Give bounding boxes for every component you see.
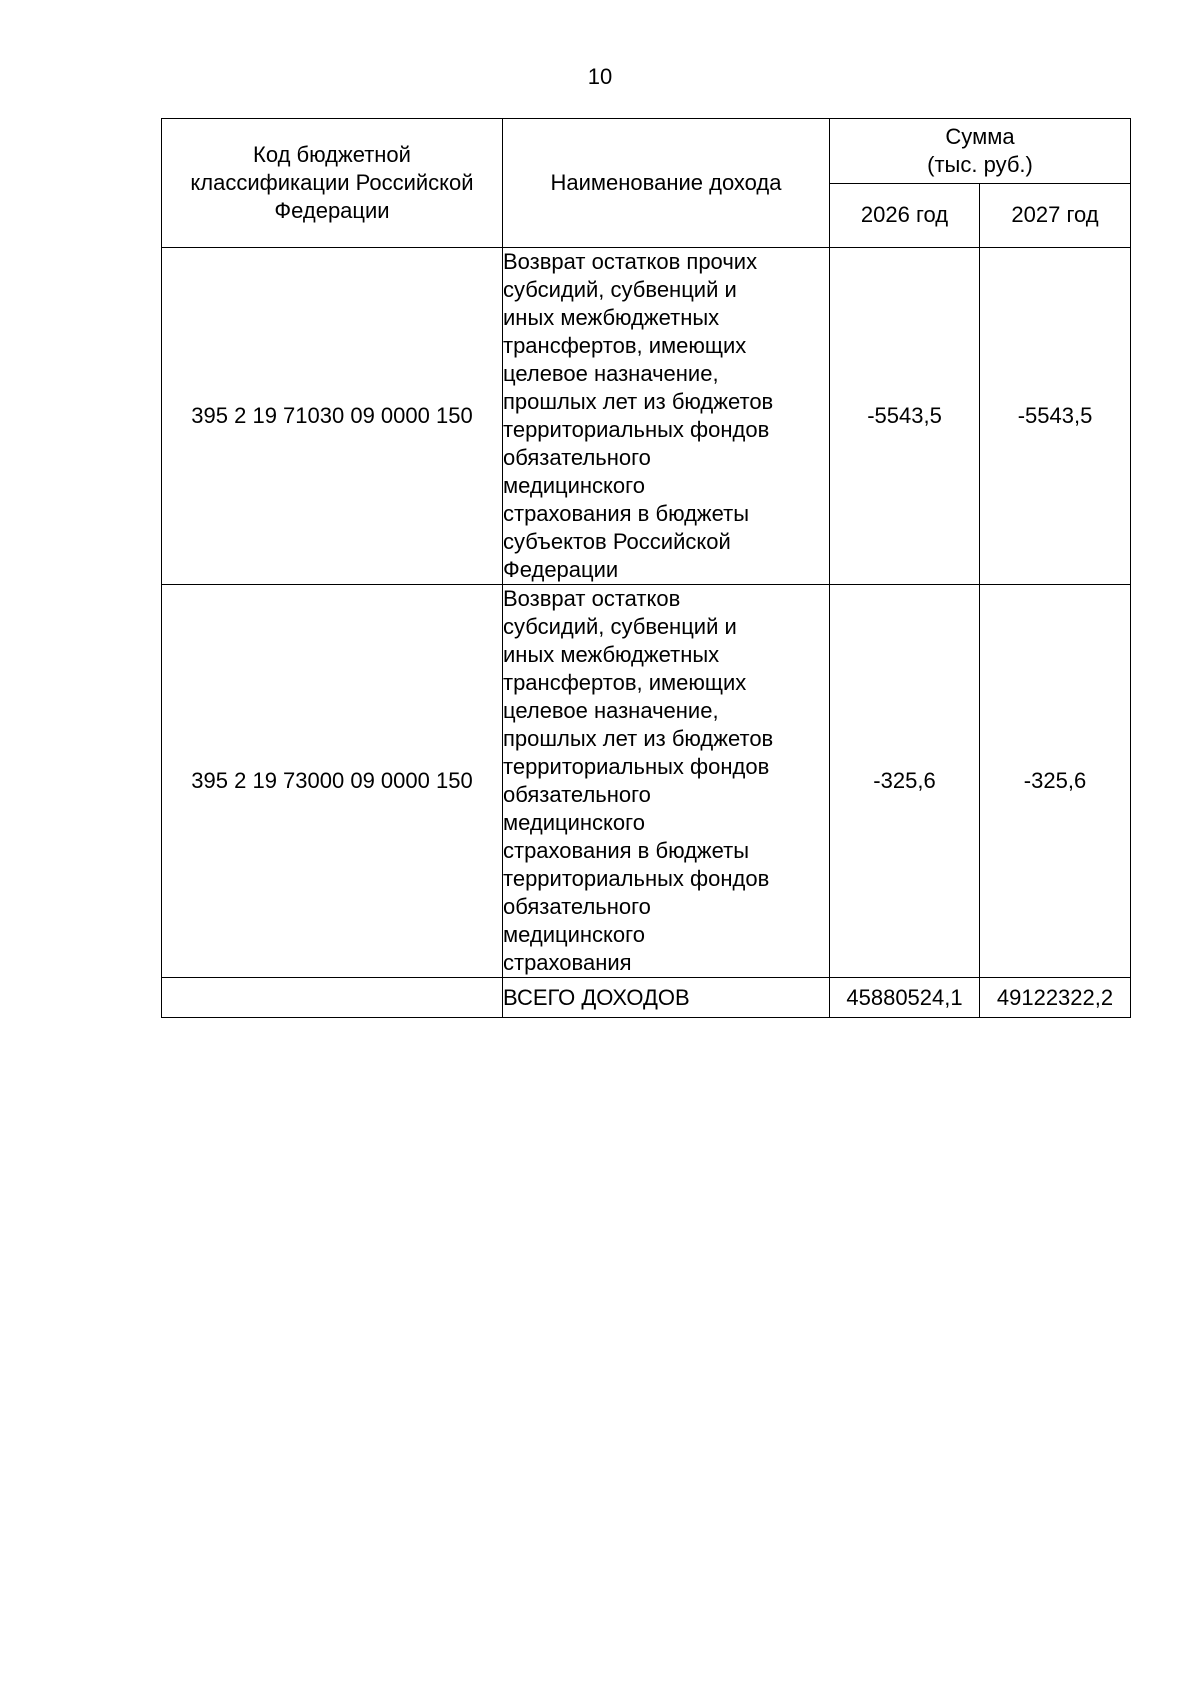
header-year-2026: 2026 год — [830, 183, 980, 248]
row-name-line: трансфертов, имеющих — [503, 670, 747, 695]
row-value-2027: -5543,5 — [980, 248, 1131, 585]
total-code — [162, 978, 503, 1018]
header-code-line: Код бюджетной — [253, 142, 411, 167]
row-name — [503, 248, 830, 585]
table-row — [162, 585, 1131, 978]
row-name-line: территориальных фондов — [503, 754, 770, 779]
row-name-line: медицинского — [503, 473, 645, 498]
header-sum-line: Сумма — [945, 123, 1015, 149]
row-code: 395 2 19 73000 09 0000 150 — [162, 585, 503, 978]
total-value-2027: 49122322,2 — [980, 978, 1131, 1018]
row-name-line: медицинского — [503, 810, 645, 835]
row-name-line: прошлых лет из бюджетов — [503, 726, 774, 751]
header-code-line: Федерации — [274, 198, 390, 223]
row-value-2026: -325,6 — [830, 585, 980, 978]
header-code — [162, 119, 503, 248]
total-label: ВСЕГО ДОХОДОВ — [503, 978, 830, 1018]
row-name-line: Федерации — [503, 557, 619, 582]
row-code: 395 2 19 71030 09 0000 150 — [162, 248, 503, 585]
row-name-line: иных межбюджетных — [503, 642, 720, 667]
row-name-line: территориальных фондов — [503, 417, 770, 442]
row-name-line: территориальных фондов — [503, 866, 770, 891]
total-row — [162, 978, 1131, 1018]
row-name-line: страхования — [503, 950, 632, 975]
header-sum — [830, 119, 1131, 184]
row-value-2026: -5543,5 — [830, 248, 980, 585]
header-year-2027: 2027 год — [980, 183, 1131, 248]
row-name-line: целевое назначение, — [503, 361, 719, 386]
row-name-line: Возврат остатков — [503, 586, 681, 611]
row-name-line: трансфертов, имеющих — [503, 333, 747, 358]
row-name-line: субсидий, субвенций и — [503, 277, 737, 302]
header-sum-line: (тыс. руб.) — [927, 151, 1033, 177]
table-row — [162, 248, 1131, 585]
row-name-line: Возврат остатков прочих — [503, 249, 758, 274]
row-name-line: обязательного — [503, 894, 651, 919]
row-name-line: субсидий, субвенций и — [503, 614, 737, 639]
row-name-line: обязательного — [503, 782, 651, 807]
row-name-line: прошлых лет из бюджетов — [503, 389, 774, 414]
row-name-line: субъектов Российской — [503, 529, 731, 554]
header-name: Наименование дохода — [503, 119, 830, 248]
row-name-line: обязательного — [503, 445, 651, 470]
table-header — [162, 119, 1131, 248]
row-name — [503, 585, 830, 978]
row-name-line: медицинского — [503, 922, 645, 947]
income-table — [161, 118, 1131, 1018]
row-value-2027: -325,6 — [980, 585, 1131, 978]
row-name-line: целевое назначение, — [503, 698, 719, 723]
row-name-line: иных межбюджетных — [503, 305, 720, 330]
row-name-line: страхования в бюджеты — [503, 501, 750, 526]
header-code-line: классификации Российской — [190, 170, 474, 195]
total-value-2026: 45880524,1 — [830, 978, 980, 1018]
page-number: 10 — [587, 64, 613, 89]
row-name-line: страхования в бюджеты — [503, 838, 750, 863]
